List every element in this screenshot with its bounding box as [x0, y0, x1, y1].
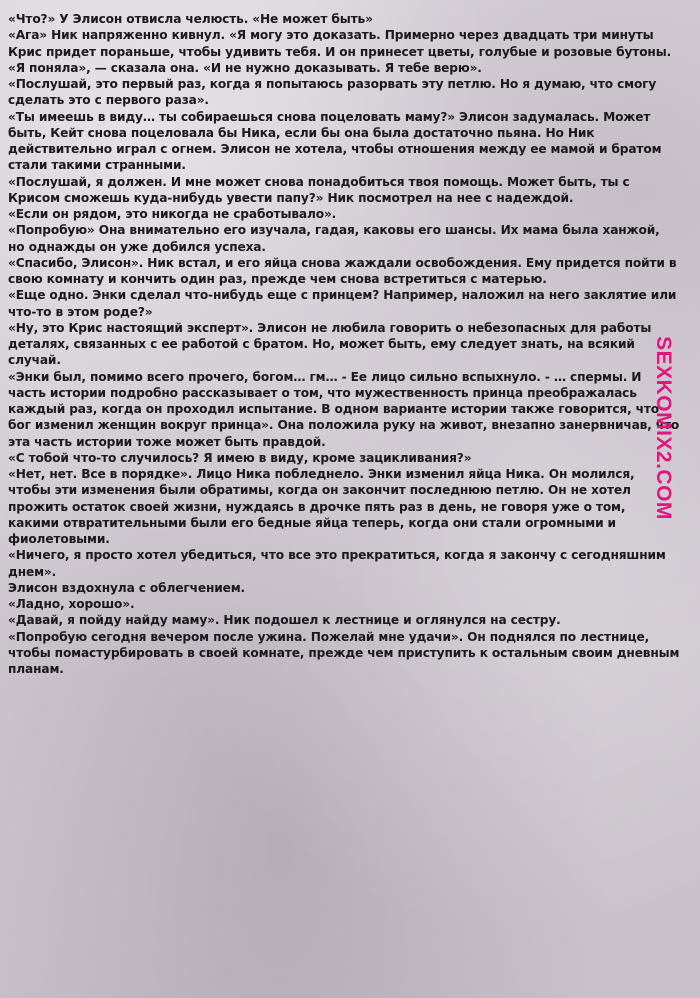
- watermark: [650, 330, 676, 526]
- paragraph: «Послушай, я должен. И мне может снова понадобиться твоя помощь. Может быть, ты с Крисом сможешь куда-нибудь увести папу?» Ник посмотрел на нее с надеждой.: [8, 174, 630, 205]
- paragraph: «Энки был, помимо всего прочего, богом… гм… - Ее лицо сильно вспыхнуло. - … спермы. И часть истории подробно рассказывает о том, что мужественность принца преображалась каждый раз, когда он проходил испытание. В одном варианте истории также говорится, что бог изменил женщин вокруг принца». Она положила руку на живот, внезапно занервничав, что эта часть истории тоже может быть правдой.: [8, 369, 680, 449]
- paragraph: «Ничего, я просто хотел убедиться, что все это прекратиться, когда я закончу с сегодняшним днем».: [8, 548, 666, 579]
- paragraph: «Послушай, это первый раз, когда я попытаюсь разорвать эту петлю. Но я думаю, что смогу сделать это с первого раза».: [8, 77, 657, 108]
- paragraph: Элисон вздохнула с облегчением.: [8, 580, 246, 595]
- watermark-text: SEXKOMIX2.COM: [652, 336, 675, 520]
- paragraph: «Ну, это Крис настоящий эксперт». Элисон не любила говорить о небезопасных для работы деталях, связанных с ее работой с братом. Но, может быть, ему следует знать, на всякий случай.: [8, 320, 652, 368]
- paragraph: «Если он рядом, это никогда не сработывало».: [8, 207, 337, 221]
- paragraph: «Еще одно. Энки сделал что-нибудь еще с принцем? Например, наложил на него заклятие или что-то в этом роде?»: [8, 288, 677, 319]
- paragraph: «Спасибо, Элисон». Ник встал, и его яйца снова жаждали освобождения. Ему придется пойти в свою комнату и кончить один раз, прежде чем снова встретиться с матерью.: [8, 255, 677, 286]
- paragraph: «Я поняла», — сказала она. «И не нужно доказывать. Я тебе верю».: [8, 60, 482, 75]
- paragraph: «Ага» Ник напряженно кивнул. «Я могу это доказать. Примерно через двадцать три минуты Крис придет пораньше, чтобы удивить тебя. И он принесет цветы, голубые и розовые бутоны.: [8, 28, 672, 59]
- paragraph: «Попробую сегодня вечером после ужина. Пожелай мне удачи». Он поднялся по лестнице, чтобы помастурбировать в своей комнате, прежде чем приступить к остальным своим дневным планам.: [8, 629, 680, 676]
- paragraph: «Попробую» Она внимательно его изучала, гадая, каковы его шансы. Их мама была ханжой, но однажды он уже добился успеха.: [8, 223, 660, 254]
- story-text: [8, 11, 680, 677]
- paragraph: «Давай, я пойду найду маму». Ник подошел к лестнице и оглянулся на сестру.: [8, 613, 561, 628]
- paragraph: «С тобой что-то случилось? Я имею в виду, кроме зацикливания?»: [8, 450, 472, 465]
- paragraph: «Нет, нет. Все в порядке». Лицо Ника побледнело. Энки изменил яйца Ника. Он молился, чтобы эти изменения были обратимы, когда он закончит последнюю петлю. Он не хотел прожить остаток своей жизни, нуждаясь в дрочке пять раз в день, не говоря уже о том, какими отвратительными были его бедные яйца теперь, когда они стали огромными и фиолетовыми.: [8, 467, 635, 546]
- paragraph: «Ладно, хорошо».: [8, 597, 135, 611]
- paragraph: «Что?» У Элисон отвисла челюсть. «Не может быть»: [8, 12, 373, 26]
- paragraph: «Ты имеешь в виду… ты собираешься снова поцеловать маму?» Элисон задумалась. Может быть, Кейт снова поцеловала бы Ника, если бы она была достаточно пьяна. Но Ник действительно играл с огнем. Элисон не хотела, чтобы отношения между ее мамой и братом стали такими странными.: [8, 109, 662, 173]
